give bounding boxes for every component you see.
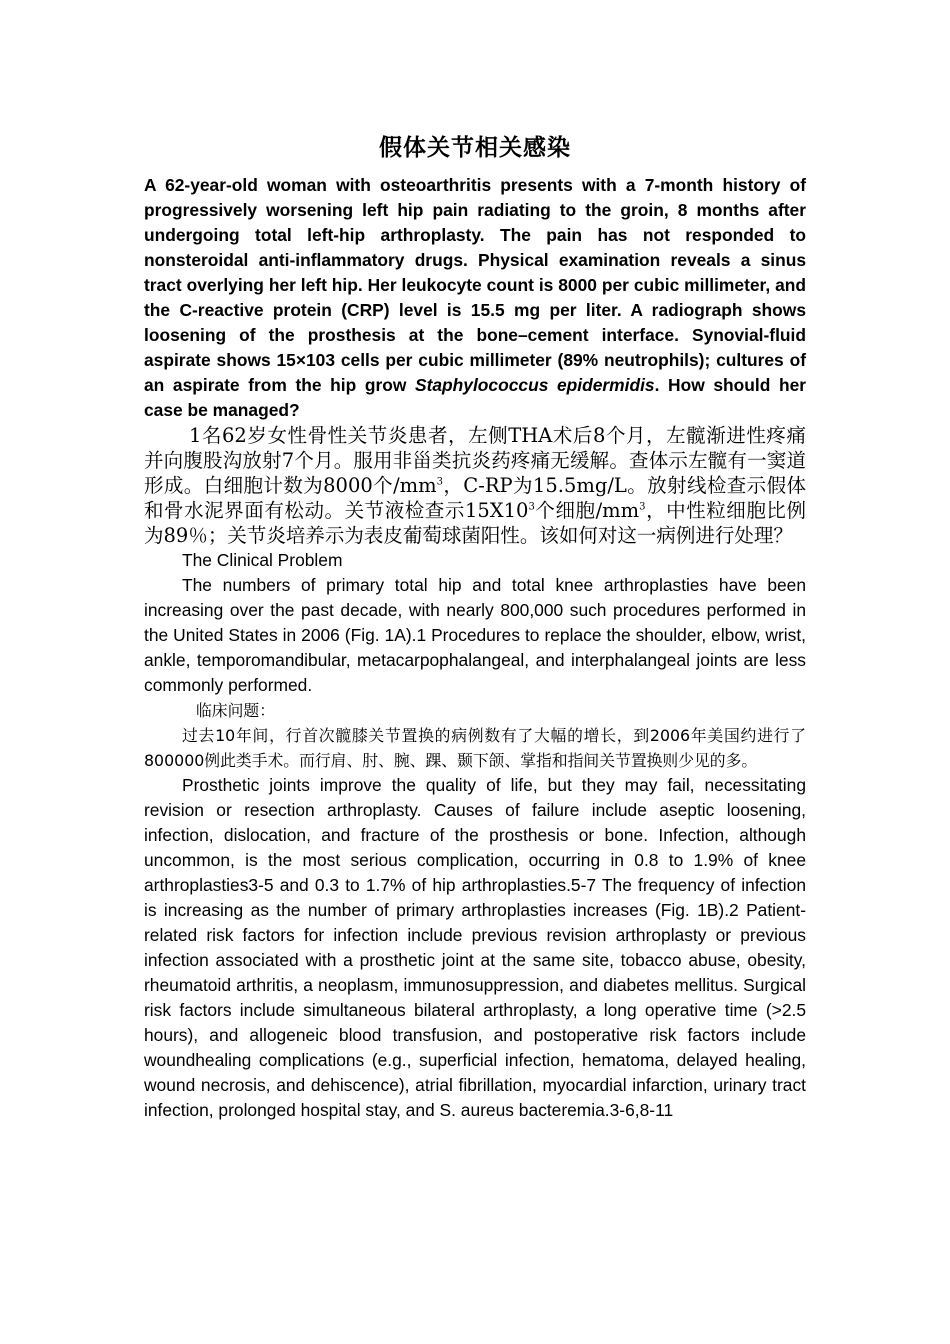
document-page <box>144 131 806 1123</box>
case-description-zh: 1名62岁女性骨性关节炎患者，左侧THA术后8个月，左髋渐进性疼痛并向腹股沟放射7个月。服用非甾类抗炎药疼痛无缓解。查体示左髋有一窦道形成。白细胞计数为8000个$/mm^3$，C-RP为15.5mg/L。放射线检查示假体和骨水泥界面有松动。关节液检查示$15X10^3$个细胞$/mm^3$，中性粒细胞比例为89％；关节炎培养示为表皮葡萄球菌阳性。该如何对这一病例进行处理？ <box>144 424 806 547</box>
case-description-en <box>144 173 806 423</box>
case-text-en: A 62-year-old woman with osteoarthritis presents with a 7-month history of progressively worsening left hip pain radiating to the groin, 8 months after undergoing total left-hip arthroplasty. The pain has not responded to nonsteroidal anti-inflammatory drugs. Physical examination reveals a sinus tract overlying her left hip. Her leukocyte count is 8000 per cubic millimeter, and the C-reactive protein (CRP) level is 15.5 mg per liter. A radiograph shows loosening of the prosthesis at the bone–cement interface. Synovial-fluid aspirate shows 15×103 cells per cubic millimeter (89% neutrophils); cultures of an aspirate from the hip grow <box>144 175 806 395</box>
organism-name: Staphylococcus epidermidis <box>415 375 655 395</box>
section-heading-en: The Clinical Problem <box>182 550 343 570</box>
document-title: 假体关节相关感染 <box>379 135 571 161</box>
case-question-en: . How should her case be managed? <box>144 375 807 420</box>
paragraph-1-en: The numbers of primary total hip and total knee arthroplasties have been increasing over the past decade, with nearly 800,000 such procedures performed in the United States in 2006 (Fig. 1A).1 Procedures to replace the shoulder, elbow, wrist, ankle, temporomandibular, metacarpophalangeal, and interphalangeal joints are less commonly performed. <box>144 575 806 695</box>
paragraph-2-en: Prosthetic joints improve the quality of life, but they may fail, necessitating revision or resection arthroplasty. Causes of failure include aseptic loosening, infection, dislocation, and fracture of the prosthesis or bone. Infection, although uncommon, is the most serious complication, occurring in 0.8 to 1.9% of knee arthroplasties3-5 and 0.3 to 1.7% of hip arthroplasties.5-7 The frequency of infection is increasing as the number of primary arthroplasties increases (Fig. 1B).2 Patient-related risk factors for infection include previous revision arthroplasty or previous infection associated with a prosthetic joint at the same site, tobacco abuse, obesity, rheumatoid arthritis, a neoplasm, immunosuppression, and diabetes mellitus. Surgical risk factors include simultaneous bilateral arthroplasty, a long operative time (>2.5 hours), and allogeneic blood transfusion, and postoperative risk factors include woundhealing complications (e.g., superficial infection, hematoma, delayed healing, wound necrosis, and dehiscence), atrial fibrillation, myocardial infarction, urinary tract infection, prolonged hospital stay, and S. aureus bacteremia.3-6,8-11 <box>144 775 806 1120</box>
paragraph-1-zh: 过去10年间，行首次髋膝关节置换的病例数有了大幅的增长，到2006年美国约进行了800000例此类手术。而行肩、肘、腕、踝、颞下颌、掌指和指间关节置换则少见的多。 <box>144 726 806 770</box>
section-heading-zh: 临床问题： <box>196 701 275 720</box>
